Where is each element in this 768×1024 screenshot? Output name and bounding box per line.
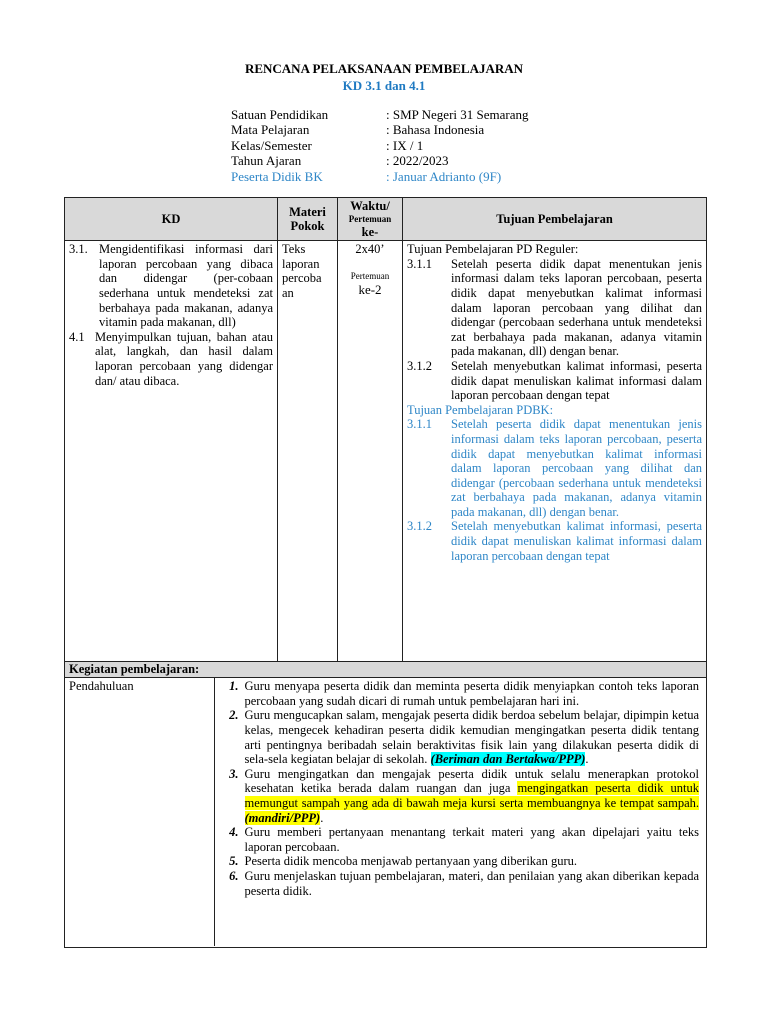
step-number: 1.: [229, 679, 239, 694]
waktu-duration: 2x40’: [355, 242, 385, 257]
character-tag: (Beriman dan Bertakwa/PPP): [430, 752, 586, 767]
step-text: Guru memberi pertanyaan menantang terkait materi yang akan dipelajari yaitu teks laporan percobaan.: [244, 825, 699, 854]
identity-block: [231, 107, 529, 184]
character-tag: (mandiri/PPP): [244, 810, 321, 825]
kd-item: [69, 242, 273, 330]
step-text: Guru mengucapkan salam, mengajak peserta didik berdoa sebelum belajar, dipimpin ketua kelas, mengecek kehadiran peserta didik kemudian mengingatkan peserta didik tentang arti pentingnya beribadah selain beraktivitas fisik lain yang dilakukan peserta didik di sela-sela kegiatan belajar di sekolah.: [244, 708, 699, 767]
tag-end: .: [585, 752, 589, 767]
step-content: [245, 708, 700, 766]
tujuan-item: [407, 519, 702, 563]
document-subtitle: KD 3.1 dan 4.1: [342, 78, 426, 93]
header-waktu-ke: ke-: [361, 224, 379, 239]
kegiatan-heading: Kegiatan pembelajaran:: [65, 662, 707, 678]
meta-value: : IX / 1: [386, 137, 424, 153]
kd-cell: [65, 241, 278, 662]
step-number: 2.: [229, 708, 239, 723]
list-item: [217, 854, 700, 869]
header-waktu-pertemuan: Pertemuan: [348, 213, 392, 224]
tujuan-text: Setelah menyebutkan kalimat informasi, peserta didik dapat menuliskan kalimat informasi dalam laporan percobaan dengan tepat: [451, 358, 702, 403]
meta-label: Kelas/Semester: [231, 137, 312, 153]
tujuan-text: Setelah peserta didik dapat menentukan jenis informasi dalam teks laporan percobaan, peserta didik dapat menyebutkan kalimat informasi dalam laporan percobaan yang dilihat dan didengar (percobaan sederhana untuk mendeteksi zat berbahaya pada makanan, adanya vitamin pada makanan, dll) dengan benar.: [451, 417, 702, 519]
step-text: Peserta didik mencoba menjawab pertanyaan yang diberikan guru.: [244, 854, 578, 869]
tujuan-number: 3.1.1: [407, 417, 432, 432]
highlighted-text: mengingatkan peserta didik untuk memungut sampah yang ada di bawah meja kursi serta membuangnya ke tempat sampah.: [244, 781, 699, 810]
tujuan-number: 3.1.2: [407, 358, 432, 373]
list-item: [217, 708, 700, 766]
meta-value: : 2022/2023: [386, 153, 449, 169]
tujuan-item: [407, 417, 702, 519]
meta-label: Tahun Ajaran: [231, 153, 302, 169]
kd-number: 3.1.: [69, 242, 88, 257]
header-kd: KD: [65, 198, 278, 241]
document-title: RENCANA PELAKSANAAN PEMBELAJARAN: [244, 61, 524, 76]
meta-value: : SMP Negeri 31 Semarang: [386, 107, 529, 122]
tujuan-reguler-heading: Tujuan Pembelajaran PD Reguler:: [407, 242, 579, 257]
kd-number: 4.1: [69, 329, 85, 344]
list-item: [217, 767, 700, 825]
list-item: [217, 679, 700, 708]
materi-cell: Teks laporan percoba an: [278, 241, 338, 662]
kd-table: [64, 197, 707, 948]
kd-text: Menyimpulkan tujuan, bahan atau alat, langkah, dan hasil dalam laporan percobaan yang didengar dan/ atau dibaca.: [95, 329, 273, 388]
rpp-table: [64, 197, 706, 948]
step-number: 6.: [229, 868, 239, 883]
meta-label: Satuan Pendidikan: [231, 107, 329, 122]
kegiatan-heading-row: [65, 662, 707, 678]
list-item: [217, 825, 700, 854]
step-content: [245, 767, 700, 825]
meta-row-mapel: [231, 122, 529, 137]
step-number: 3.: [229, 766, 239, 781]
tujuan-item: [407, 257, 702, 359]
table-row: [65, 241, 707, 662]
steps-cell: [214, 678, 705, 946]
step-text: Guru menyapa peserta didik dan meminta peserta didik menyiapkan contoh teks laporan percobaan yang sudah dicari di rumah untuk pembelajaran hari ini.: [244, 679, 699, 708]
step-number: 5.: [229, 854, 239, 869]
tujuan-cell: [403, 241, 707, 662]
meta-value: : Januar Adrianto (9F): [386, 168, 502, 184]
table-header-row: [65, 198, 707, 241]
meta-label: Mata Pelajaran: [231, 122, 310, 138]
waktu-ke: ke-2: [358, 282, 382, 298]
waktu-pertemuan: Pertemuan: [350, 270, 390, 281]
kegiatan-row: [65, 678, 707, 948]
kegiatan-cell: [65, 678, 707, 948]
tag-end: .: [320, 810, 324, 825]
meta-row-kelas: [231, 138, 529, 153]
kegiatan-inner-table: [65, 678, 705, 946]
meta-label: Peserta Didik BK: [231, 168, 323, 184]
step-text: Guru mengingatkan dan mengajak peserta didik untuk selalu menerapkan protokol kesehatan ketika berada dalam ruangan dan juga: [244, 766, 699, 796]
phase-label: Pendahuluan: [65, 678, 214, 946]
waktu-cell: [338, 241, 403, 662]
header-tujuan: Tujuan Pembelajaran: [403, 198, 707, 241]
kd-text: Mengidentifikasi informasi dari laporan percobaan yang dibaca dan didengar (per-cobaan sederhana untuk mendeteksi zat berbahaya pada makanan, adanya vitamin pada makanan, dll): [99, 242, 273, 330]
meta-row-satuan: [231, 107, 529, 122]
tujuan-text: Setelah peserta didik dapat menentukan jenis informasi dalam teks laporan percobaan, peserta didik dapat menyebutkan kalimat informasi dalam laporan percobaan yang dilihat dan didengar (percobaan sederhana untuk mendeteksi zat berbahaya pada makanan, adanya vitamin pada makanan, dll) dengan benar.: [451, 256, 702, 359]
header-materi: Materi Pokok: [278, 198, 338, 241]
tujuan-item: [407, 359, 702, 403]
tujuan-text: Setelah menyebutkan kalimat informasi, peserta didik dapat menuliskan kalimat informasi dalam laporan percobaan dengan tepat: [451, 519, 702, 563]
step-text: Guru menjelaskan tujuan pembelajaran, materi, dan penilaian yang akan diberikan kepada peserta didik.: [244, 868, 699, 898]
list-item: [217, 869, 700, 898]
header-waktu-label: Waktu/: [350, 199, 390, 213]
kd-item: [69, 330, 273, 388]
meta-value: : Bahasa Indonesia: [386, 122, 485, 138]
tujuan-pdbk-heading: Tujuan Pembelajaran PDBK:: [407, 402, 554, 417]
meta-row-pdbk: [231, 169, 529, 184]
step-number: 4.: [229, 825, 239, 840]
tujuan-number: 3.1.1: [407, 256, 432, 271]
meta-row-tahun: [231, 153, 529, 168]
tujuan-number: 3.1.2: [407, 519, 432, 534]
header-waktu: [338, 198, 403, 241]
